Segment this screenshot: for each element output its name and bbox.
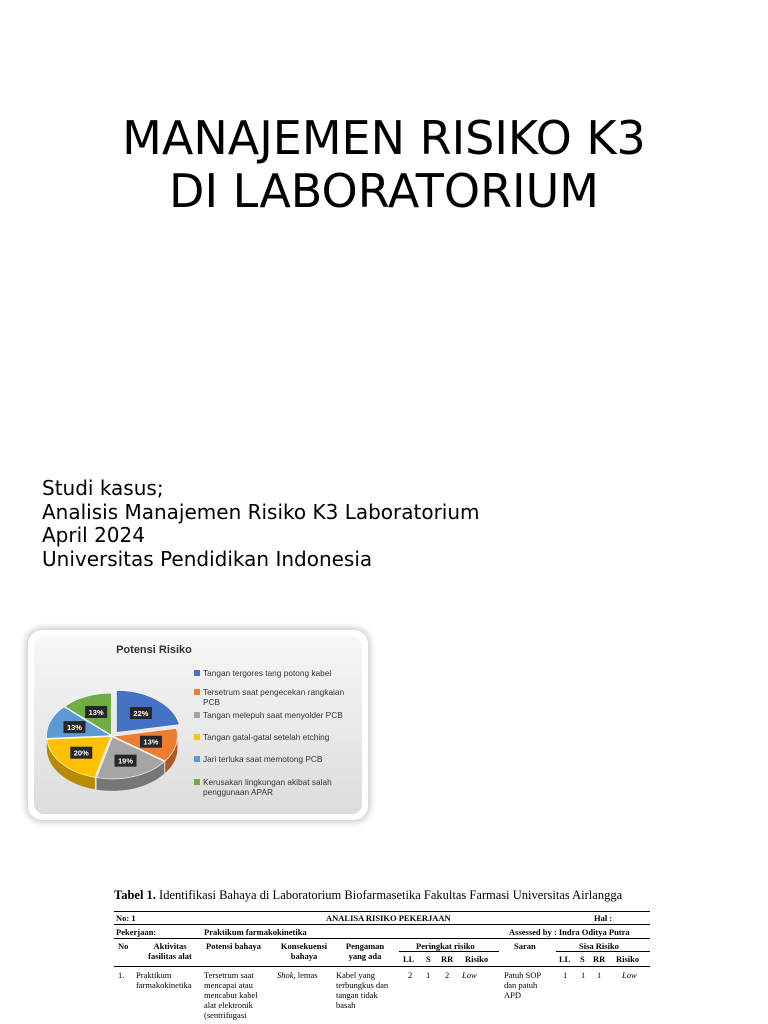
table-caption (114, 888, 622, 903)
table-assessed-by: Assessed by : Indra Oditya Putra (509, 927, 630, 937)
pie-data-label (85, 706, 107, 718)
table-rule (114, 938, 650, 939)
legend-swatch (194, 712, 200, 718)
row1-res-ll: 1 (563, 970, 568, 980)
row1-risk: Low (462, 970, 477, 980)
header-res-ll: LL (559, 954, 571, 964)
pie-data-label-text: 13% (66, 723, 82, 733)
header-residual: Sisa Risiko (579, 941, 619, 951)
pie-data-label-text: 13% (143, 737, 159, 747)
row1-consequence-rest: lemas (297, 970, 318, 980)
legend-label: Tangan tergores tang potong kabel (203, 668, 332, 678)
row1-control: Kabel yang terbungkus dan tangan tidak basah (336, 970, 389, 1010)
header-risk: Risiko (465, 954, 489, 964)
row1-consequence (277, 970, 318, 980)
slide-title (0, 112, 768, 218)
pie-data-label (130, 707, 152, 719)
pie-data-label (115, 755, 137, 767)
header-res-rr: RR (593, 954, 606, 964)
legend-label: Tersetrum saat pengecekan rangkaian PCB (203, 687, 345, 707)
subtitle-line-1: Studi kasus; (42, 476, 164, 500)
table-rule (556, 951, 650, 952)
table-caption-text: Identifikasi Bahaya di Laboratorium Biofarmasetika Fakultas Farmasi Universitas Airlangga (159, 888, 623, 902)
header-control: Pengaman yang ada (345, 941, 385, 961)
legend-swatch (194, 734, 200, 740)
pie-chart (34, 636, 194, 814)
header-activity: Aktivitas fasilitas alat (148, 941, 192, 961)
pie-data-label (63, 721, 85, 733)
table-no-label: No: 1 (116, 913, 136, 923)
legend-label: Tangan gatal-gatal setelah etching (203, 732, 330, 742)
table-rule (114, 966, 650, 967)
legend-swatch (194, 756, 200, 762)
header-hazard: Potensi bahaya (206, 941, 262, 951)
table-rule (399, 951, 499, 952)
legend-label: Kerusakan lingkungan akibat salah penggunaan APAR (203, 777, 332, 797)
pie-data-label-text: 22% (133, 709, 149, 719)
header-suggestion: Saran (514, 941, 536, 951)
row1-res-s: 1 (581, 970, 586, 980)
title-line-1: MANAJEMEN RISIKO K3 (122, 111, 646, 165)
table-analysis-title: ANALISA RISIKO PEKERJAAN (326, 913, 451, 923)
row1-suggestion: Patuh SOP dan patuh APD (504, 970, 541, 1000)
legend-swatch (194, 689, 200, 695)
row1-res-rr: 1 (597, 970, 602, 980)
pie-data-label-text: 13% (88, 707, 104, 717)
title-line-2: DI LABORATORIUM (169, 164, 599, 218)
slide-subtitle (42, 477, 480, 571)
table-job-value: Praktikum farmakokinetika (204, 927, 307, 937)
table-rule (114, 924, 650, 925)
pie-data-label (70, 747, 92, 759)
chart-title: Potensi Risiko (116, 644, 192, 656)
row1-rr: 2 (445, 970, 450, 980)
header-res-s: S (580, 954, 585, 964)
pie-data-label-text: 19% (118, 756, 134, 766)
row1-activity: Praktikum farmakokinetika (136, 970, 192, 990)
pie-data-label-text: 20% (73, 748, 89, 758)
legend-swatch (194, 779, 200, 785)
row1-hazard: Tersetrum saat mencapai atau mencabut kabel alat elektronik (sentrifugasi (204, 970, 258, 1020)
chart-area (34, 636, 362, 814)
table-hal-label: Hal : (594, 913, 613, 923)
header-res-risk: Risiko (616, 954, 640, 964)
pie-data-label (140, 736, 162, 748)
row1-consequence-italic: Shok, (277, 970, 296, 980)
row1-s: 1 (426, 970, 431, 980)
legend-label: Tangan melepuh saat menyolder PCB (203, 710, 343, 720)
subtitle-line-2: Analisis Manajemen Risiko K3 Laboratorium (42, 499, 480, 524)
subtitle-line-3: April 2024 (42, 523, 145, 547)
row1-ll: 2 (408, 970, 413, 980)
header-s: S (426, 954, 431, 964)
row1-no: 1. (118, 970, 125, 980)
chart-card (28, 630, 368, 820)
subtitle-line-4: Universitas Pendidikan Indonesia (42, 546, 373, 571)
header-no: No (118, 941, 129, 951)
header-rating: Peringkat risiko (416, 941, 475, 951)
header-ll: LL (403, 954, 415, 964)
row1-res-risk: Low (622, 970, 637, 980)
table-job-label: Pekerjaan: (116, 927, 157, 937)
legend-swatch (194, 670, 200, 676)
legend-label: Jari terluka saat memotong PCB (203, 754, 323, 764)
header-rr: RR (441, 954, 454, 964)
table-rule (114, 911, 650, 912)
table-caption-prefix: Tabel 1. (114, 888, 156, 902)
header-consequence: Konsekuensi bahaya (280, 941, 328, 961)
